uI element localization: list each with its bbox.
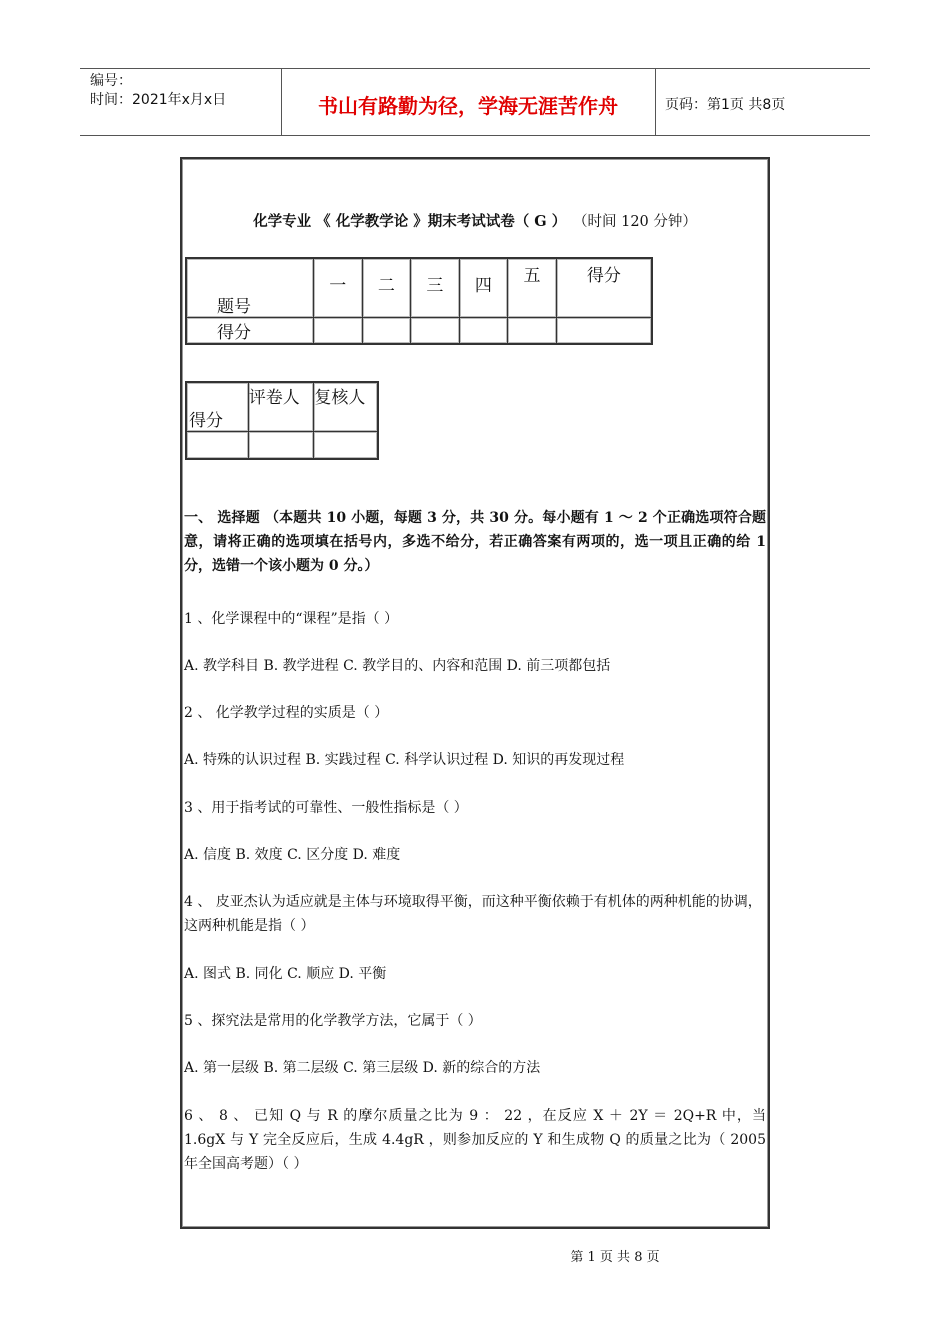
score-cell-2[interactable]: [362, 318, 411, 345]
score-col-4: 四: [459, 258, 508, 318]
exam-title: [182, 210, 768, 231]
reviewer-label: 复核人: [314, 382, 378, 432]
question-3-options: A. 信度 B. 效度 C. 区分度 D. 难度: [184, 847, 401, 863]
score-cell-3[interactable]: [411, 318, 460, 345]
section-1: [184, 506, 766, 578]
question-1-options: A. 教学科目 B. 教学进程 C. 教学目的、内容和范围 D. 前三项都包括: [184, 658, 611, 674]
grader-score-cell[interactable]: [186, 432, 248, 460]
document-time-label: 时间：2021年x月x日: [90, 92, 227, 108]
grader-label: 评卷人: [248, 382, 314, 432]
grader-entry-row: [186, 432, 378, 460]
score-row-label: 得分: [186, 318, 314, 345]
grader-cell[interactable]: [248, 432, 314, 460]
question-3-stem: 3 、用于指考试的可靠性、一般性指标是（ ）: [184, 800, 468, 816]
question-5-options: A. 第一层级 B. 第二层级 C. 第三层级 D. 新的综合的方法: [184, 1060, 541, 1076]
header-divider-right: [655, 68, 656, 135]
header-motto: 书山有路勤为径，学海无涯苦作舟: [318, 94, 618, 118]
score-col-5: 五: [508, 258, 557, 318]
section-1-heading: 一、 选择题 （本题共 10 小题，每题 3 分，共 30 分。每小题有 1 ～ 2 个正确选项符合题意，请将正确的选项填在括号内，多选不给分，若正确答案有两项的，选一项且正确的给 1 分，选错一个该小题为 0 分。）: [184, 510, 766, 574]
question-2-stem: 2 、 化学教学过程的实质是（ ）: [184, 705, 389, 721]
grader-table: [185, 381, 379, 460]
question-2-options: A. 特殊的认识过程 B. 实践过程 C. 科学认识过程 D. 知识的再发现过程: [184, 752, 625, 768]
score-table-row-label: 题号: [186, 258, 314, 318]
score-cell-4[interactable]: [459, 318, 508, 345]
score-col-1: 一: [314, 258, 363, 318]
page-footer: 第 1 页 共 8 页: [570, 1250, 660, 1265]
question-4-stem: 4 、 皮亚杰认为适应就是主体与环境取得平衡，而这种平衡依赖于有机体的两种机能的协调，这两种机能是指（ ）: [184, 894, 762, 934]
question-6-stem: 6 、 8 、 已知 Q 与 R 的摩尔质量之比为 9 ： 22 ，在反应 X ＋ 2Y ＝ 2Q+R 中，当 1.6gX 与 Y 完全反应后，生成 4.4gR ，则参加反应的 Y 和生成物 Q 的质量之比为（ 2005 年全国高考题）（ ）: [184, 1108, 766, 1172]
grader-header-row: [186, 382, 378, 432]
score-table-score-row: [186, 318, 652, 345]
score-col-total: 得分: [556, 258, 652, 318]
document-code-label: 编号：: [90, 73, 132, 89]
question-4-options: A. 图式 B. 同化 C. 顺应 D. 平衡: [184, 966, 387, 982]
header-page-label: 页码：第1页 共8页: [665, 97, 786, 113]
score-cell-total[interactable]: [556, 318, 652, 345]
question-5-stem: 5 、探究法是常用的化学教学方法，它属于（ ）: [184, 1013, 482, 1029]
score-cell-5[interactable]: [508, 318, 557, 345]
score-col-2: 二: [362, 258, 411, 318]
exam-duration: （时间 120 分钟）: [580, 214, 697, 230]
header-meta: [90, 72, 226, 110]
score-table: [185, 257, 653, 345]
score-cell-1[interactable]: [314, 318, 363, 345]
exam-title-text: 化学专业 《 化学教学论 》期末考试试卷（ G ）: [253, 213, 567, 230]
question-1-stem: 1 、化学课程中的“课程”是指（ ）: [184, 611, 399, 627]
header-top-rule: [80, 68, 870, 69]
score-table-header-row: [186, 258, 652, 318]
header-bottom-rule: [80, 135, 870, 136]
grader-score-label: 得分: [186, 382, 248, 432]
reviewer-cell[interactable]: [314, 432, 378, 460]
score-col-3: 三: [411, 258, 460, 318]
